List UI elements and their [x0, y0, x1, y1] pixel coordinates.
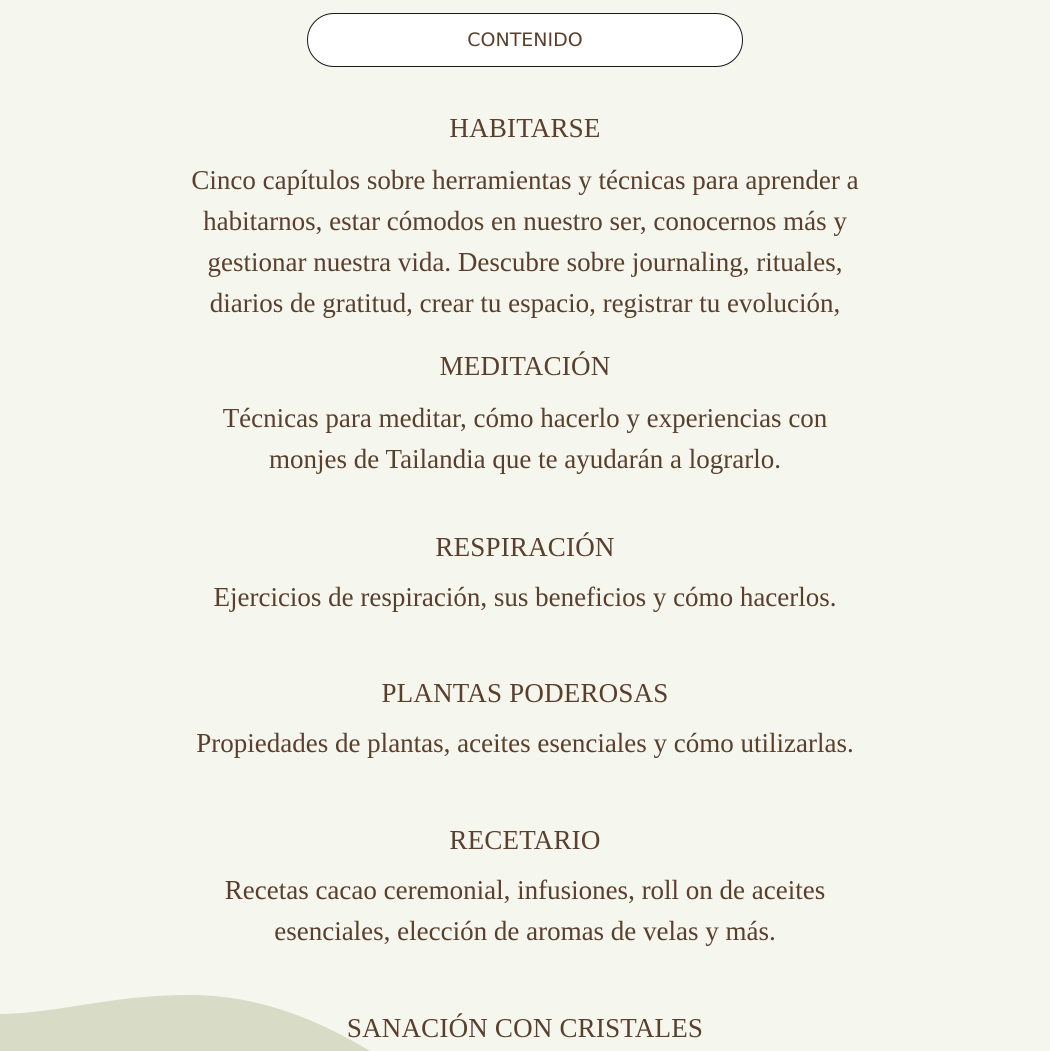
- contenido-button-label: CONTENIDO: [467, 29, 583, 51]
- section-body-plantas-poderosas: [0, 723, 1050, 764]
- body-line: monjes de Tailandia que te ayudarán a lograrlo.: [269, 444, 781, 474]
- body-line: Cinco capítulos sobre herramientas y técnicas para aprender a: [191, 165, 859, 195]
- body-line: Ejercicios de respiración, sus beneficios y cómo hacerlos.: [213, 582, 837, 612]
- section-body-meditacion: [0, 398, 1050, 480]
- section-title-sanacion-con-cristales: SANACIÓN CON CRISTALES: [346, 1013, 704, 1043]
- section-body-habitarse: [0, 160, 1050, 324]
- body-line: Técnicas para meditar, cómo hacerlo y experiencias con: [222, 403, 828, 433]
- section-title-plantas-poderosas: PLANTAS PODEROSAS: [381, 678, 669, 708]
- section-title-recetario: RECETARIO: [449, 825, 601, 855]
- section-body-recetario: [0, 870, 1050, 952]
- section-body-respiracion: [0, 577, 1050, 618]
- section-title-respiracion: RESPIRACIÓN: [435, 532, 615, 562]
- contenido-button[interactable]: [307, 13, 743, 67]
- body-line: Recetas cacao ceremonial, infusiones, roll on de aceites: [224, 875, 826, 905]
- section-title-meditacion: MEDITACIÓN: [439, 351, 611, 381]
- body-line: esenciales, elección de aromas de velas y más.: [274, 916, 776, 946]
- body-line: habitarnos, estar cómodos en nuestro ser, conocernos más y: [203, 206, 847, 236]
- body-line: gestionar nuestra vida. Descubre sobre journaling, rituales,: [207, 247, 843, 277]
- body-line: diarios de gratitud, crear tu espacio, registrar tu evolución,: [209, 288, 841, 318]
- section-title-habitarse: HABITARSE: [449, 113, 601, 143]
- body-line: Propiedades de plantas, aceites esenciales y cómo utilizarlas.: [196, 728, 854, 758]
